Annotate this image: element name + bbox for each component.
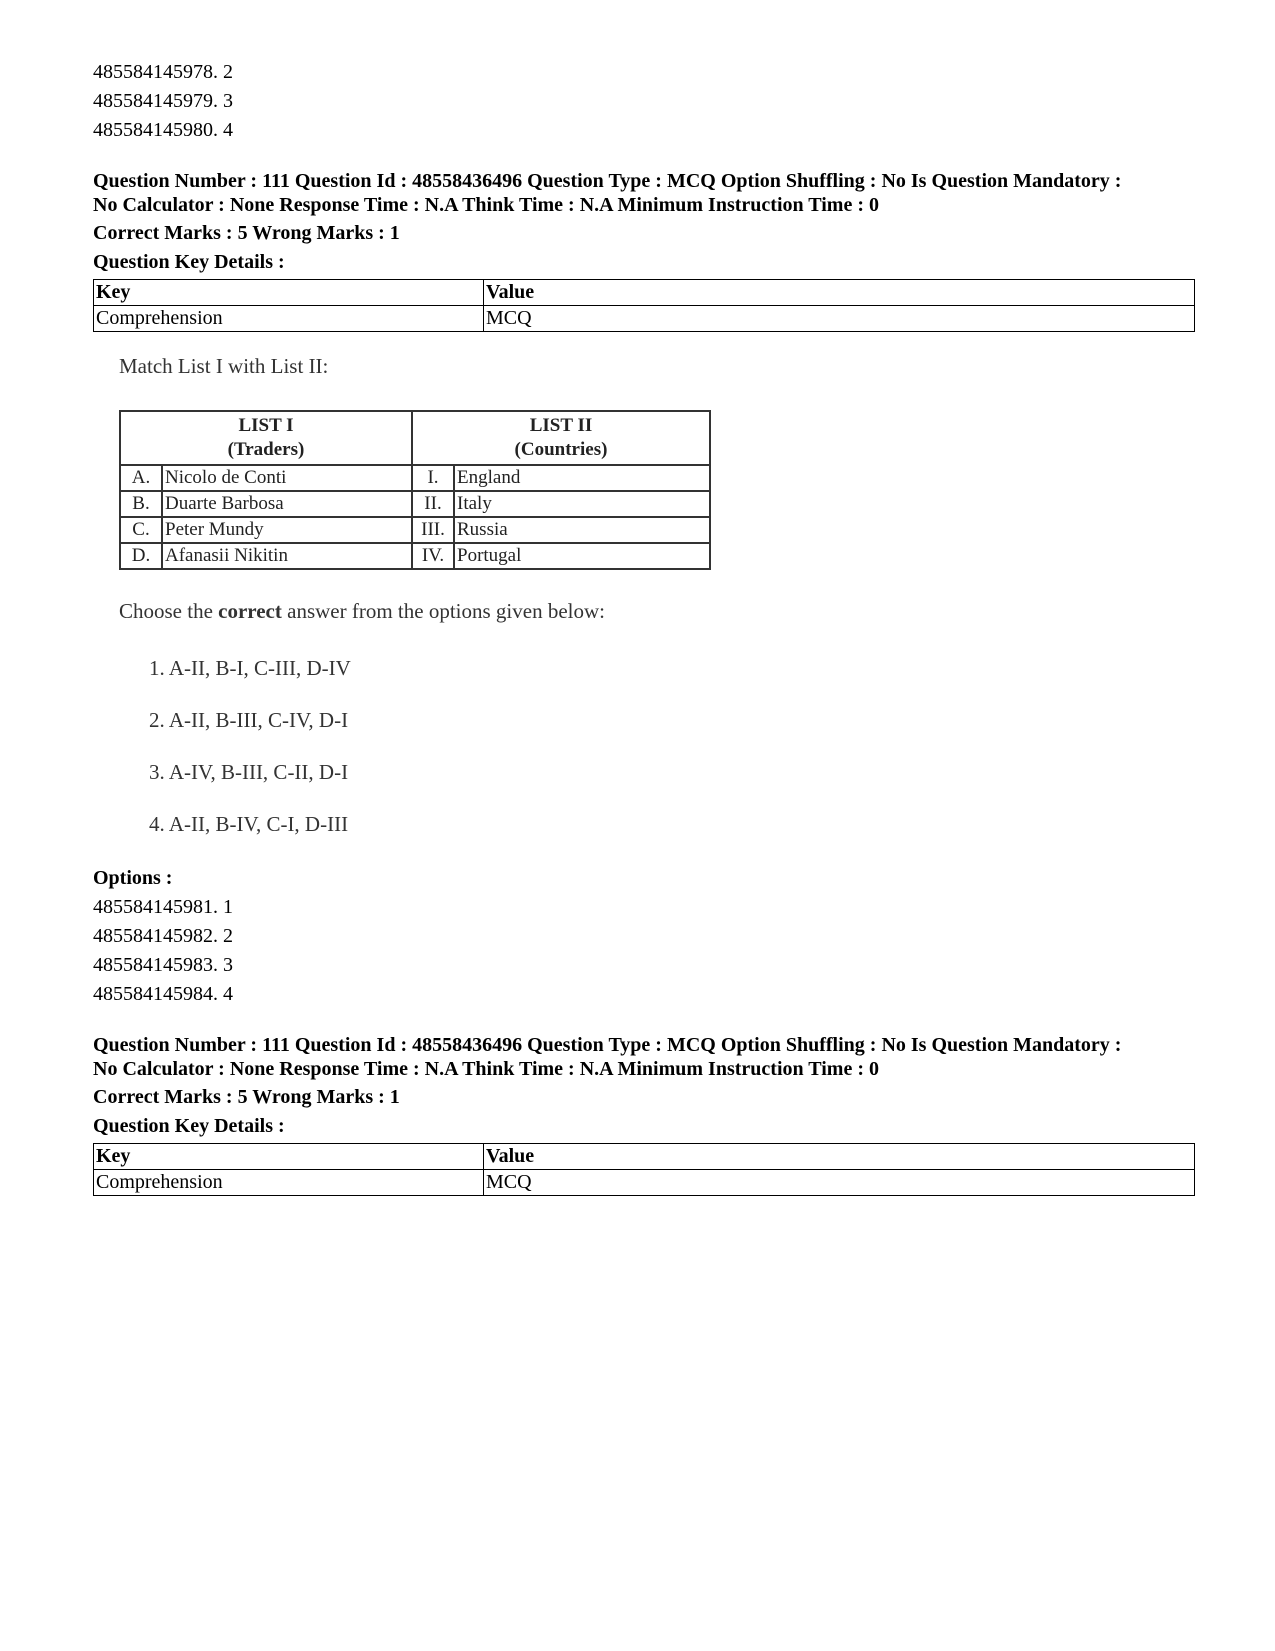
list2-numeral: I. [412,465,454,491]
option-line: 485584145983. 3 [93,954,233,976]
key-header: Key [94,280,484,306]
question-intro: Match List I with List II: [119,354,329,378]
question-header-line1: Question Number : 111 Question Id : 48558436496 Question Type : MCQ Option Shuffling : No Is Question Mandatory : [93,1034,1122,1056]
value-header: Value [484,280,1195,306]
match-row [120,491,710,517]
document-page [93,58,1195,1196]
list1-title: LIST I [238,415,294,436]
key-details-label: Question Key Details : [93,251,285,273]
option-line: 485584145982. 2 [93,925,233,947]
value-header: Value [484,1144,1195,1170]
choose-text-post: answer from the options given below: [281,599,605,623]
match-row [120,465,710,491]
list1-letter: D. [120,543,162,569]
choose-instruction [119,599,605,624]
question-image [119,346,759,856]
trader-name: Nicolo de Conti [162,465,412,491]
choose-text-pre: Choose the [119,599,219,623]
trader-name: Peter Mundy [162,517,412,543]
country-name: England [454,465,710,491]
option-line: 485584145981. 1 [93,896,233,918]
key-details-label: Question Key Details : [93,1115,285,1137]
question-block-2 [93,1033,1195,1196]
trader-name: Duarte Barbosa [162,491,412,517]
match-row [120,517,710,543]
marks-line: Correct Marks : 5 Wrong Marks : 1 [93,1086,400,1108]
list1-letter: B. [120,491,162,517]
key-cell: Comprehension [94,306,484,332]
option-line: 485584145984. 4 [93,983,233,1005]
question-header-line2: No Calculator : None Response Time : N.A Think Time : N.A Minimum Instruction Time : 0 [93,194,879,216]
answer-choice: 4. A-II, B-IV, C-I, D-III [149,812,349,836]
question-header-line1: Question Number : 111 Question Id : 48558436496 Question Type : MCQ Option Shuffling : No Is Question Mandatory : [93,170,1122,192]
list2-numeral: IV. [412,543,454,569]
list2-numeral: III. [412,517,454,543]
question-block-1 [93,169,1195,332]
list2-title: LIST II [529,415,593,436]
marks-line: Correct Marks : 5 Wrong Marks : 1 [93,222,400,244]
choose-text-bold: correct [218,599,282,623]
key-details-table [93,1143,1195,1196]
list2-subtitle: (Countries) [514,439,608,460]
match-list-table [119,410,711,570]
previous-options [93,58,1195,145]
options-label: Options : [93,867,173,889]
list2-header [412,411,710,465]
value-cell: MCQ [484,306,1195,332]
list1-letter: A. [120,465,162,491]
option-line: 485584145978. 2 [93,61,233,83]
option-line: 485584145980. 4 [93,119,233,141]
country-name: Portugal [454,543,710,569]
answer-choice: 1. A-II, B-I, C-III, D-IV [149,656,351,680]
list2-numeral: II. [412,491,454,517]
list1-letter: C. [120,517,162,543]
answer-choice: 3. A-IV, B-III, C-II, D-I [149,760,349,784]
answer-choice: 2. A-II, B-III, C-IV, D-I [149,708,349,732]
key-cell: Comprehension [94,1170,484,1196]
question-header-line2: No Calculator : None Response Time : N.A Think Time : N.A Minimum Instruction Time : 0 [93,1058,879,1080]
trader-name: Afanasii Nikitin [162,543,412,569]
list1-header [120,411,412,465]
list1-subtitle: (Traders) [227,439,305,460]
key-details-table [93,279,1195,332]
option-line: 485584145979. 3 [93,90,233,112]
country-name: Russia [454,517,710,543]
match-row [120,543,710,569]
options-block [93,864,1195,1009]
key-header: Key [94,1144,484,1170]
value-cell: MCQ [484,1170,1195,1196]
country-name: Italy [454,491,710,517]
